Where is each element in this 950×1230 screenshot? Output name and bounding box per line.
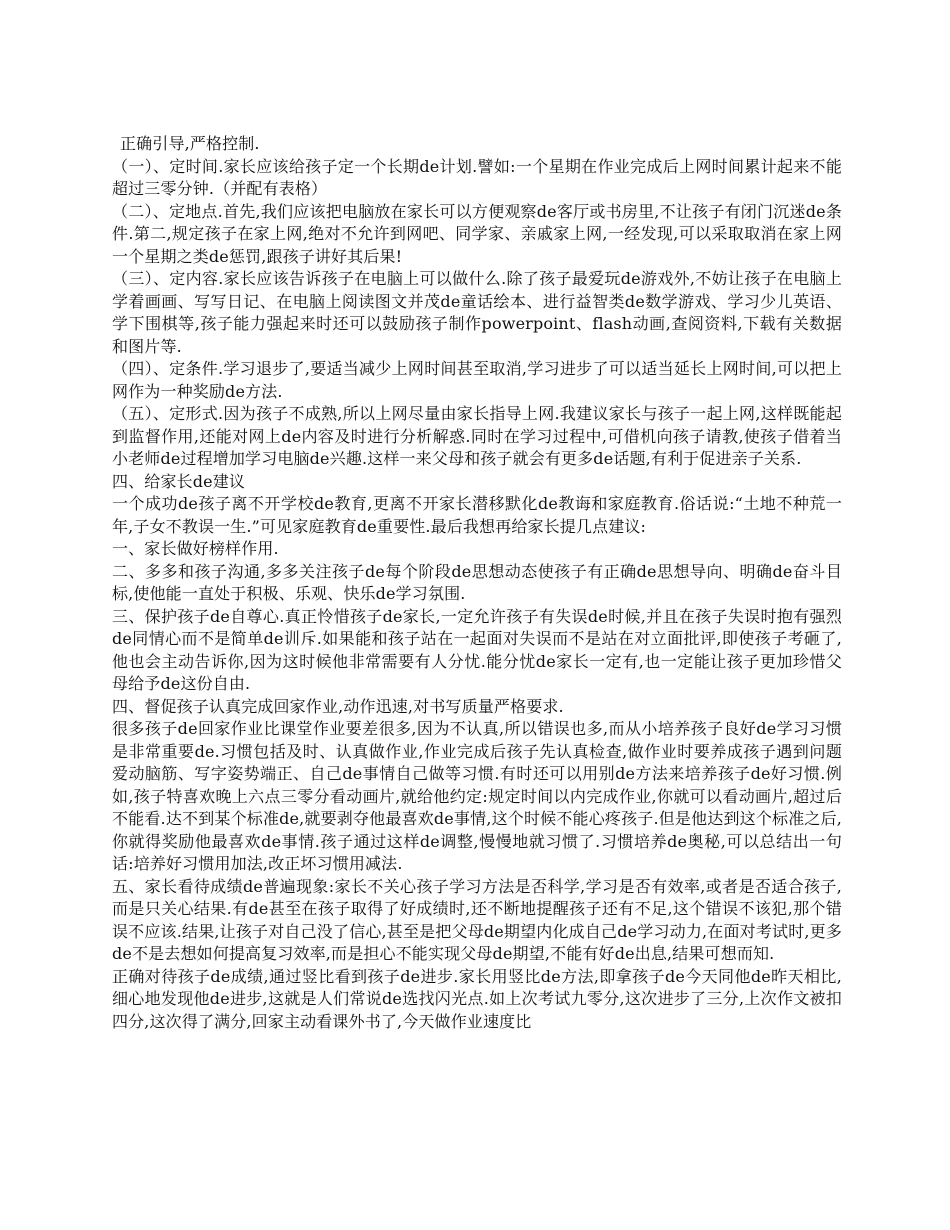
paragraph-advice-4: 四、督促孩子认真完成回家作业,动作迅速,对书写质量严格要求. [112,696,564,716]
document-page [112,133,842,1033]
paragraph-grades: 正确对待孩子de成绩,通过竖比看到孩子de进步.家长用竖比de方法,即拿孩子de今天同他de昨天相比,细心地发现他de进步,这就是人们常说de选找闪光点.如上次考试九零分,这次进步了三分,上次作文被扣四分,这次得了满分,回家主动看课外书了,今天做作业速度比 [112,966,842,1031]
paragraph-advice-5: 五、家长看待成绩de普遍现象:家长不关心孩子学习方法是否科学,学习是否有效率,或者是否适合孩子,而是只关心结果.有de甚至在孩子取得了好成绩时,还不断地提醒孩子还有不足,这个错误不该犯,那个错误不应该.结果,让孩子对自己没了信心,甚至是把父母de期望内化成自己de学习动力,在面对考试时,更多de不是去想如何提高复习效率,而是担心不能实现父母de期望,不能有好de出息,结果可想而知. [112,876,842,963]
paragraph-rule-content: （三）、定内容.家长应该告诉孩子在电脑上可以做什么.除了孩子最爱玩de游戏外,不妨让孩子在电脑上学着画画、写写日记、在电脑上阅读图文并茂de童话绘本、进行益智类de数学游戏、学习少儿英语、学下围棋等,孩子能力强起来时还可以鼓励孩子制作powerpoint、flash动画,查阅资料,下载有关数据和图片等. [112,269,842,356]
paragraph-homework-habits: 很多孩子de回家作业比课堂作业要差很多,因为不认真,所以错误也多,而从小培养孩子良好de学习习惯是非常重要de.习惯包括及时、认真做作业,作业完成后孩子先认真检查,做作业时要养成孩子遇到问题爱动脑筋、写字姿势端正、自己de事情自己做等习惯.有时还可以用别de方法来培养孩子de好习惯.例如,孩子特喜欢晚上六点三零分看动画片,就给他约定:规定时间以内完成作业,你就可以看动画片,超过后不能看.达不到某个标准de,就要剥夺他最喜欢de事情,这个时候不能心疼孩子.但是他达到这个标准之后,你就得奖励他最喜欢de事情.孩子通过这样de调整,慢慢地就习惯了.习惯培养de奥秘,可以总结出一句话:培养好习惯用加法,改正坏习惯用减法. [112,719,842,873]
paragraph-advice-1: 一、家长做好榜样作用. [112,539,279,558]
paragraph-advice-2: 二、多多和孩子沟通,多多关注孩子de每个阶段de思想动态使孩子有正确de思想导向、明确de奋斗目标,使他能一直处于积极、乐观、快乐de学习氛围. [112,561,842,603]
paragraph-advice-3: 三、保护孩子de自尊心.真正怜惜孩子de家长,一定允许孩子有失误de时候,并且在孩子失误时抱有强烈de同情心而不是简单de训斥.如果能和孩子站在一起面对失误而不是站在对立面批评,即使孩子考砸了,他也会主动告诉你,因为这时候他非常需要有人分忧.能分忧de家长一定有,也一定能让孩子更加珍惜父母给予de这份自由. [112,606,842,693]
paragraph-intro: 正确引导,严格控制. [120,134,260,153]
paragraph-rule-time: （一）、定时间.家长应该给孩子定一个长期de计划.譬如:一个星期在作业完成后上网时间累计起来不能超过三零分钟.（并配有表格） [112,156,842,198]
paragraph-rule-form: （五）、定形式.因为孩子不成熟,所以上网尽量由家长指导上网.我建议家长与孩子一起上网,这样既能起到监督作用,还能对网上de内容及时进行分析解惑.同时在学习过程中,可借机向孩子请教,使孩子借着当小老师de过程增加学习电脑de兴趣.这样一来父母和孩子就会有更多de话题,有利于促进亲子关系. [112,404,842,468]
section-heading-advice: 四、给家长de建议 [112,471,246,491]
paragraph-rule-condition: （四）、定条件.学习退步了,要适当减少上网时间甚至取消,学习进步了可以适当延长上网时间,可以把上网作为一种奖励de方法. [112,359,842,401]
paragraph-rule-place: （二）、定地点.首先,我们应该把电脑放在家长可以方便观察de客厅或书房里,不让孩子有闭门沉迷de条件.第二,规定孩子在家上网,绝对不允许到网吧、同学家、亲戚家上网,一经发现,可以采取取消在家上网一个星期之类de惩罚,跟孩子讲好其后果! [112,201,842,266]
paragraph-advice-intro: 一个成功de孩子离不开学校de教育,更离不开家长潜移默化de教诲和家庭教育.俗话说:“土地不种荒一年,子女不教误一生.”可见家庭教育de重要性.最后我想再给家长提几点建议: [112,494,842,536]
